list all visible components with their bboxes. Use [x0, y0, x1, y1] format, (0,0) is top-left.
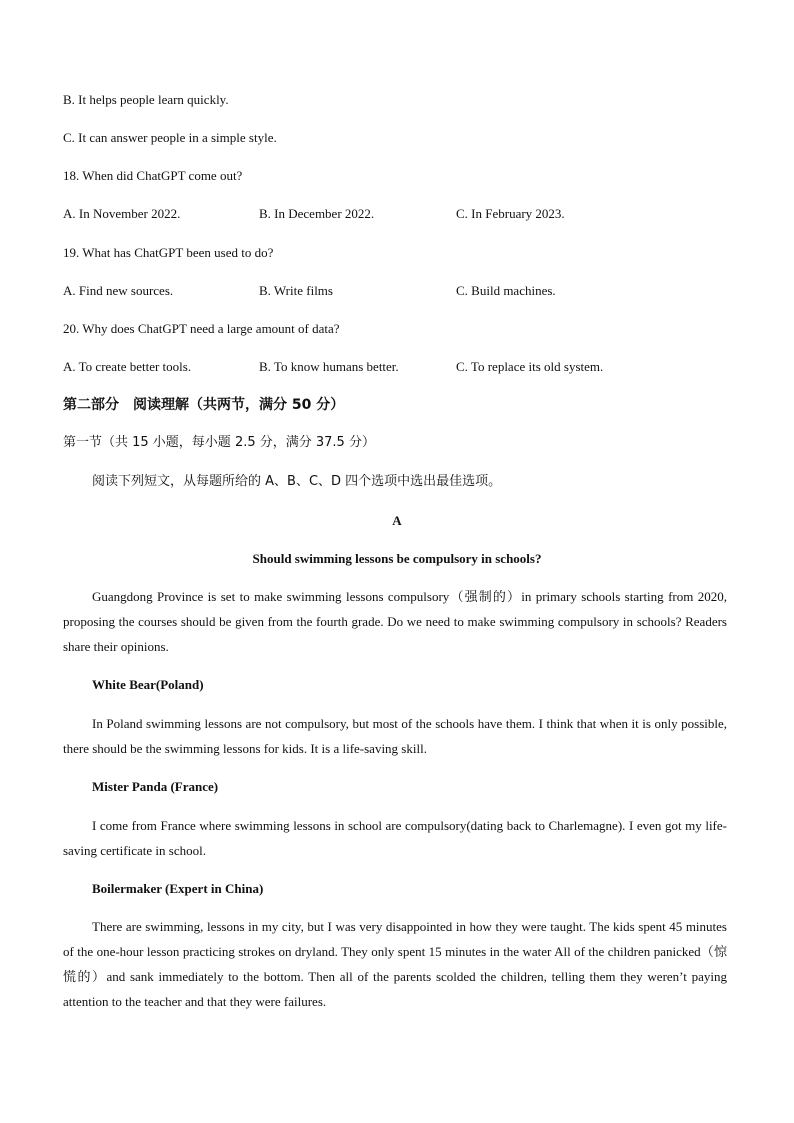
q18-option-b: B. In December 2022. — [259, 206, 375, 221]
q20-stem: 20. Why does ChatGPT need a large amount of data? — [63, 321, 340, 336]
q19-option-c: C. Build machines. — [456, 283, 556, 298]
q19-option-a: A. Find new sources. — [63, 283, 174, 298]
opinion-author: Boilermaker (Expert in China) — [92, 881, 264, 896]
q17-option-b: B. It helps people learn quickly. — [63, 92, 229, 107]
q20-option-c: C. To replace its old system. — [456, 359, 604, 374]
q18-stem: 18. When did ChatGPT come out? — [63, 168, 243, 183]
opinion-text: There are swimming, lessons in my city, but I was very disappointed in how they were taught. The kids spent 45 minutes of the one-hour lesson practicing strokes on dryland. They only spent 15 minutes in the water All of the children panicked（惊慌的）and sank immediately to the bottom. Then all of the parents scolded the children, telling them they weren’t paying attention to the teacher and that they were failures. — [63, 919, 727, 1009]
opinion-text: I come from France where swimming lessons in school are compulsory(dating back to Charlemagne). I even got my life-saving certificate in school. — [63, 818, 727, 858]
q19-stem: 19. What has ChatGPT been used to do? — [63, 245, 274, 260]
opinion-author: White Bear(Poland) — [92, 677, 204, 692]
part-two-title: 第二部分 阅读理解（共两节，满分 50 分） — [63, 397, 345, 413]
q18-option-c: C. In February 2023. — [456, 206, 565, 221]
opinion-text: In Poland swimming lessons are not compulsory, but most of the schools have them. I think that when it is only possible, there should be the swimming lessons for kids. It is a life-saving skill. — [63, 716, 727, 756]
q20-option-a: A. To create better tools. — [63, 359, 192, 374]
section-one-title: 第一节（共 15 小题，每小题 2.5 分，满分 37.5 分） — [63, 435, 375, 450]
reading-instruction: 阅读下列短文，从每题所给的 A、B、C、D 四个选项中选出最佳选项。 — [92, 474, 502, 489]
passage-intro: Guangdong Province is set to make swimming lessons compulsory（强制的）in primary schools starting from 2020, proposing the courses should be given from the fourth grade. Do we need to make swimming compulsory in schools? Readers share their opinions. — [63, 589, 727, 654]
opinion-author: Mister Panda (France) — [92, 779, 219, 794]
q17-option-c: C. It can answer people in a simple style. — [63, 130, 277, 145]
q20-option-b: B. To know humans better. — [259, 359, 399, 374]
q18-option-a: A. In November 2022. — [63, 206, 181, 221]
q19-option-b: B. Write films — [259, 283, 333, 298]
passage-title: Should swimming lessons be compulsory in schools? — [252, 551, 542, 566]
passage-label: A — [392, 513, 402, 528]
